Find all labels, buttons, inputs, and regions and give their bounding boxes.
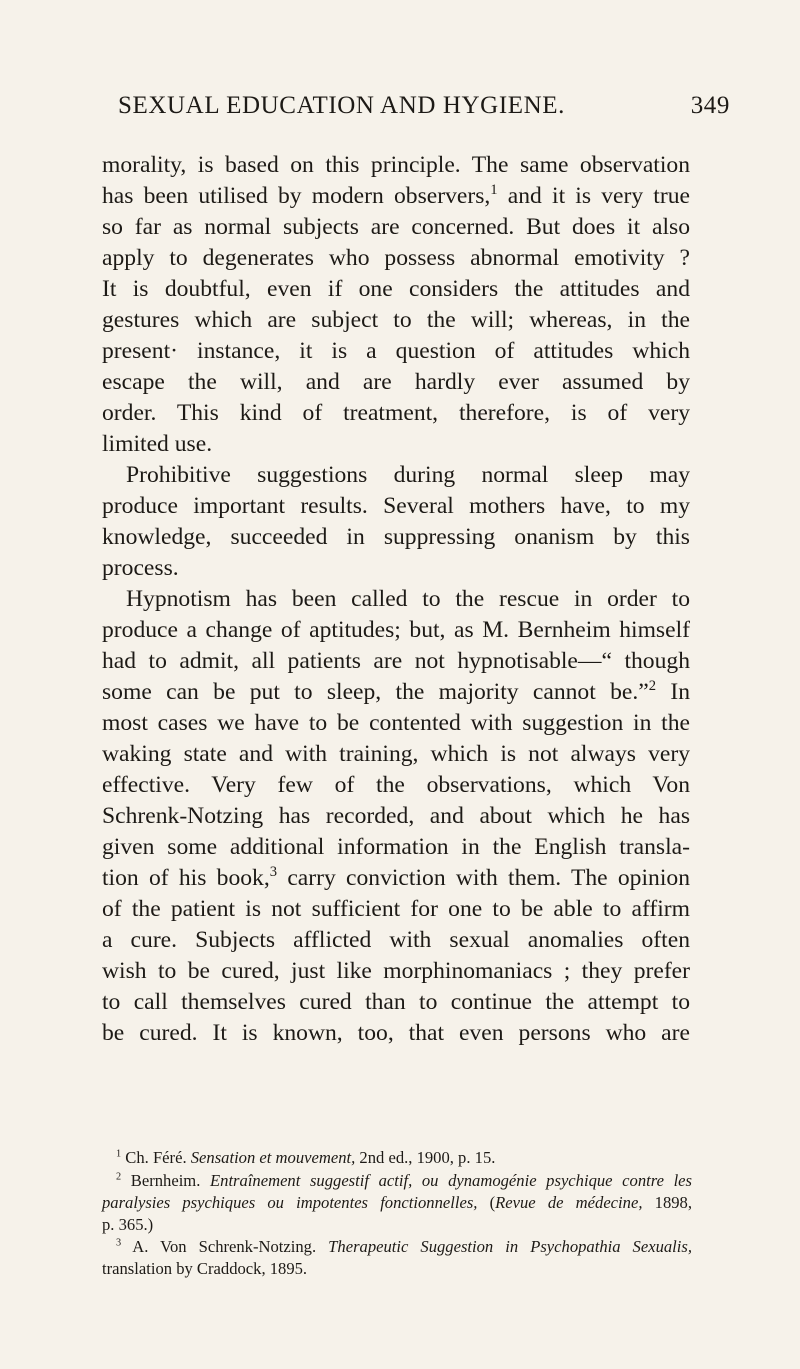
text-line: of the patient is not sufficient for one to be able to affirm — [102, 896, 690, 922]
footnote-work-title: paralysies psychiques ou impotentes fonctionnelles, — [102, 1193, 478, 1212]
text-fragment: tion of his book, — [102, 865, 270, 891]
footnote-journal: Revue de médecine, — [495, 1193, 643, 1212]
footnote-number: 2 — [116, 1171, 122, 1183]
text-line: escape the will, and are hardly ever assumed by — [102, 369, 690, 395]
text-line: Hypnotism has been called to the rescue in order to — [126, 586, 690, 612]
text-line: be cured. It is known, too, that even persons who are — [102, 1020, 690, 1046]
footnote-marker: 1 — [490, 182, 498, 199]
footnote-1 — [116, 1147, 692, 1169]
text-fragment: has been utilised by modern observers, — [102, 183, 491, 209]
text-fragment: carry conviction with them. The opinion — [287, 865, 690, 891]
text-line: most cases we have to be contented with suggestion in the — [102, 710, 690, 736]
text-line: morality, is based on this principle. The same observation — [102, 152, 690, 178]
footnote-marker: 3 — [269, 864, 278, 881]
footnote-number: 1 — [116, 1148, 122, 1160]
footnote-3-continued — [102, 1258, 692, 1280]
footnote-number: 3 — [116, 1237, 122, 1249]
text-line: limited use. — [102, 431, 213, 457]
footnote-author: Ch. Féré. — [125, 1148, 187, 1167]
text-line: apply to degenerates who possess abnormal emotivity ? — [102, 245, 690, 271]
footnote-bracket: ( — [489, 1193, 496, 1212]
footnote-2-continued — [102, 1192, 692, 1214]
footnote-details: translation by Craddock, 1895. — [102, 1259, 308, 1278]
footnote-year: 1898, — [654, 1193, 692, 1212]
text-line: Schrenk-Notzing has recorded, and about which he has — [102, 803, 690, 829]
running-title: SEXUAL EDUCATION AND HYGIENE. — [118, 92, 565, 119]
text-line: It is doubtful, even if one considers the attitudes and — [102, 276, 690, 302]
text-fragment: some can be put to sleep, the majority cannot be.” — [102, 679, 649, 705]
text-line: Prohibitive suggestions during normal sleep may — [126, 462, 690, 488]
text-line: produce a change of aptitudes; but, as M. Bernheim himself — [102, 617, 690, 643]
text-line: produce important results. Several mothers have, to my — [102, 493, 690, 519]
text-line: given some additional information in the English transla- — [102, 834, 690, 860]
footnote-details: p. 365.) — [102, 1215, 154, 1234]
text-line — [102, 863, 690, 893]
text-fragment: and it is very true — [507, 183, 690, 209]
text-line: wish to be cured, just like morphinomaniacs ; they prefer — [102, 958, 690, 984]
text-line: present· instance, it is a question of attitudes which — [102, 338, 690, 364]
page-number: 349 — [690, 92, 730, 119]
text-line: effective. Very few of the observations, which Von — [102, 772, 690, 798]
text-line: knowledge, succeeded in suppressing onanism by this — [102, 524, 690, 550]
running-head — [118, 92, 730, 126]
footnote-work-title: Sensation et mouvement, — [190, 1148, 356, 1167]
text-line: so far as normal subjects are concerned. But does it also — [102, 214, 690, 240]
text-fragment: In — [670, 679, 690, 705]
footnote-2 — [116, 1170, 692, 1192]
footnote-marker: 2 — [648, 678, 657, 695]
footnote-3 — [116, 1236, 692, 1258]
footnote-details: 2nd ed., 1900, p. 15. — [359, 1148, 496, 1167]
footnote-2-page — [102, 1214, 692, 1236]
text-line: had to admit, all patients are not hypnotisable—“ though — [102, 648, 690, 674]
text-line: waking state and with training, which is not always very — [102, 741, 690, 767]
text-line: gestures which are subject to the will; whereas, in the — [102, 307, 690, 333]
text-line: order. This kind of treatment, therefore, is of very — [102, 400, 690, 426]
footnote-work-title: Entraînement suggestif actif, ou dynamogénie psychique contre les — [210, 1171, 693, 1190]
text-line — [102, 677, 690, 707]
text-line — [102, 181, 690, 211]
text-line: process. — [102, 555, 179, 581]
text-line: a cure. Subjects afflicted with sexual anomalies often — [102, 927, 690, 953]
footnote-author: A. Von Schrenk-Notzing. — [132, 1237, 317, 1256]
footnote-author: Bernheim. — [130, 1171, 201, 1190]
footnote-work-title: Therapeutic Suggestion in Psychopathia Sexualis, — [328, 1237, 693, 1256]
text-line: to call themselves cured than to continue the attempt to — [102, 989, 690, 1015]
